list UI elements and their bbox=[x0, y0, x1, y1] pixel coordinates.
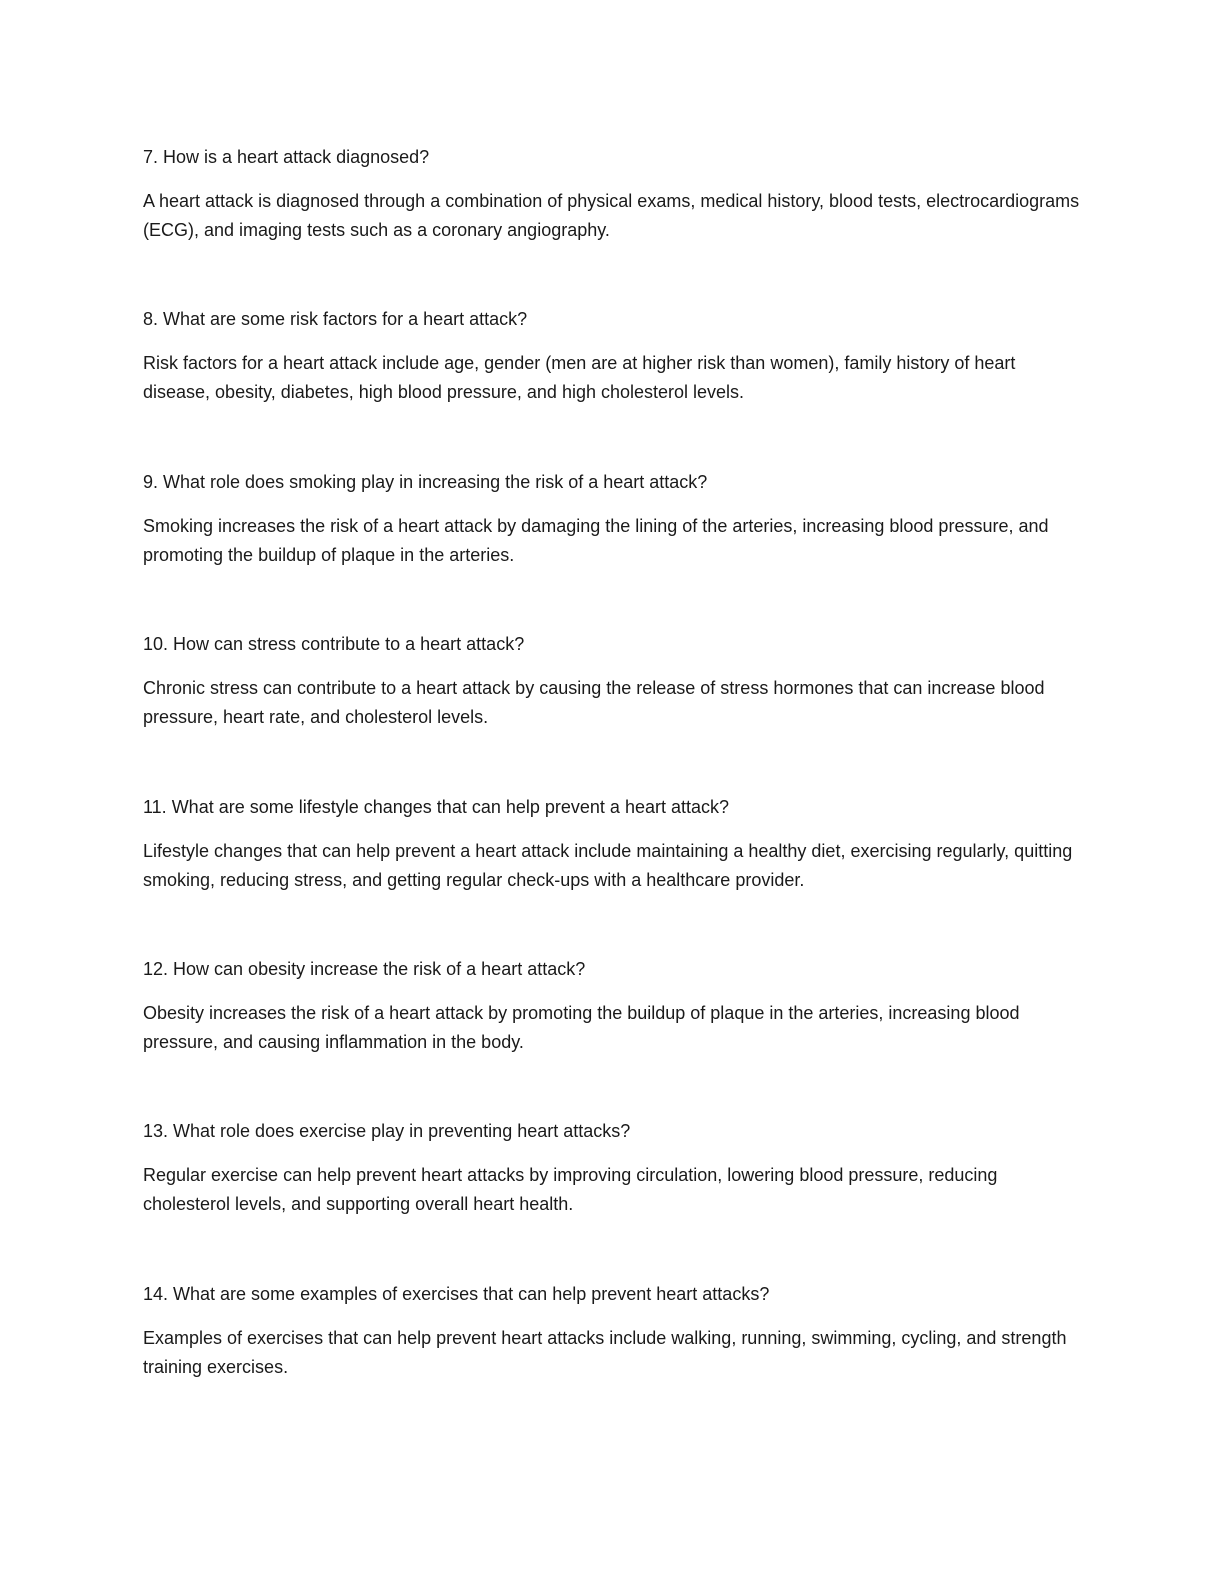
question-text: 7. How is a heart attack diagnosed? bbox=[143, 147, 430, 167]
question-text: 9. What role does smoking play in increasing the risk of a heart attack? bbox=[143, 471, 708, 492]
question-text: 13. What role does exercise play in preventing heart attacks? bbox=[143, 1121, 631, 1142]
answer-text: A heart attack is diagnosed through a combination of physical exams, medical history, blood tests, electrocardiograms (ECG), and imaging tests such as a coronary angiography. bbox=[143, 191, 1080, 240]
answer-text: Smoking increases the risk of a heart attack by damaging the lining of the arteries, increasing blood pressure, and promoting the buildup of plaque in the arteries. bbox=[143, 515, 1049, 565]
question-text: 14. What are some examples of exercises that can help prevent heart attacks? bbox=[143, 1283, 770, 1304]
qa-list bbox=[143, 143, 1083, 1442]
qa-item bbox=[143, 143, 1083, 305]
qa-item bbox=[143, 793, 1083, 955]
question-text: 10. How can stress contribute to a heart attack? bbox=[143, 634, 525, 655]
answer-text: Examples of exercises that can help prevent heart attacks include walking, running, swimming, cycling, and strength training exercises. bbox=[143, 1327, 1067, 1377]
answer-text: Lifestyle changes that can help prevent a heart attack include maintaining a healthy diet, exercising regularly, quitting smoking, reducing stress, and getting regular check-ups with a healthcare provider. bbox=[143, 840, 1073, 890]
answer-text: Risk factors for a heart attack include age, gender (men are at higher risk than women), family history of heart disease, obesity, diabetes, high blood pressure, and high cholesterol levels. bbox=[143, 353, 1016, 403]
answer-text: Chronic stress can contribute to a heart attack by causing the release of stress hormones that can increase blood pressure, heart rate, and cholesterol levels. bbox=[143, 678, 1045, 728]
question-text: 12. How can obesity increase the risk of a heart attack? bbox=[143, 958, 586, 979]
qa-item bbox=[143, 1280, 1083, 1442]
qa-item bbox=[143, 468, 1083, 630]
qa-item bbox=[143, 630, 1083, 792]
qa-item bbox=[143, 305, 1083, 467]
answer-text: Regular exercise can help prevent heart attacks by improving circulation, lowering blood pressure, reducing cholesterol levels, and supporting overall heart health. bbox=[143, 1165, 998, 1215]
qa-item bbox=[143, 1117, 1083, 1279]
answer-text: Obesity increases the risk of a heart attack by promoting the buildup of plaque in the arteries, increasing blood pressure, and causing inflammation in the body. bbox=[143, 1002, 1020, 1052]
question-text: 8. What are some risk factors for a heart attack? bbox=[143, 309, 528, 330]
qa-item bbox=[143, 955, 1083, 1117]
question-text: 11. What are some lifestyle changes that can help prevent a heart attack? bbox=[143, 796, 730, 817]
